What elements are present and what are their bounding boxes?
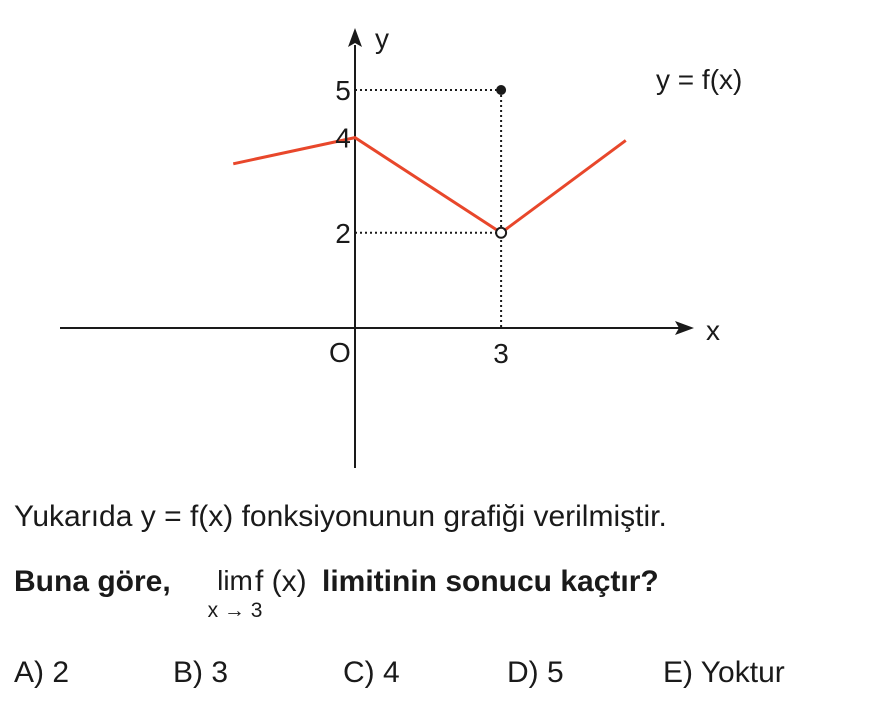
choice-c[interactable]: C) 4 bbox=[343, 656, 400, 689]
curve-segment-0 bbox=[233, 138, 501, 233]
y-tick-label-4: 4 bbox=[335, 122, 351, 154]
x-tick-labels bbox=[493, 338, 509, 369]
intro-text: Yukarıda y = f(x) fonksiyonunun grafiği verilmiştir. bbox=[14, 500, 667, 533]
y-tick-labels bbox=[335, 75, 351, 249]
limit-function: f (x) bbox=[255, 565, 307, 598]
question-suffix: limitinin sonucu kaçtır? bbox=[322, 565, 659, 598]
lim-subscript: x → 3 bbox=[207, 599, 263, 622]
function-curve bbox=[233, 138, 626, 233]
question-prefix: Buna göre, bbox=[14, 565, 171, 598]
guide-lines bbox=[355, 90, 501, 328]
y-axis-arrow bbox=[348, 28, 362, 47]
y-tick-label-2: 2 bbox=[335, 217, 351, 249]
lim-word: lim bbox=[217, 565, 253, 596]
y-tick-label-5: 5 bbox=[335, 75, 351, 106]
x-axis-label: x bbox=[706, 315, 720, 346]
choice-b[interactable]: B) 3 bbox=[173, 656, 229, 689]
open-point-0 bbox=[496, 228, 506, 238]
closed-point-0 bbox=[496, 85, 506, 95]
x-tick-label-3: 3 bbox=[493, 338, 509, 369]
origin-label: O bbox=[329, 337, 351, 368]
choice-d[interactable]: D) 5 bbox=[507, 656, 564, 689]
y-axis-label: y bbox=[375, 23, 389, 54]
choice-e[interactable]: E) Yoktur bbox=[663, 656, 785, 689]
function-label: y = f(x) bbox=[656, 64, 743, 95]
curve-segment-1 bbox=[501, 140, 626, 232]
choice-a[interactable]: A) 2 bbox=[14, 656, 70, 689]
